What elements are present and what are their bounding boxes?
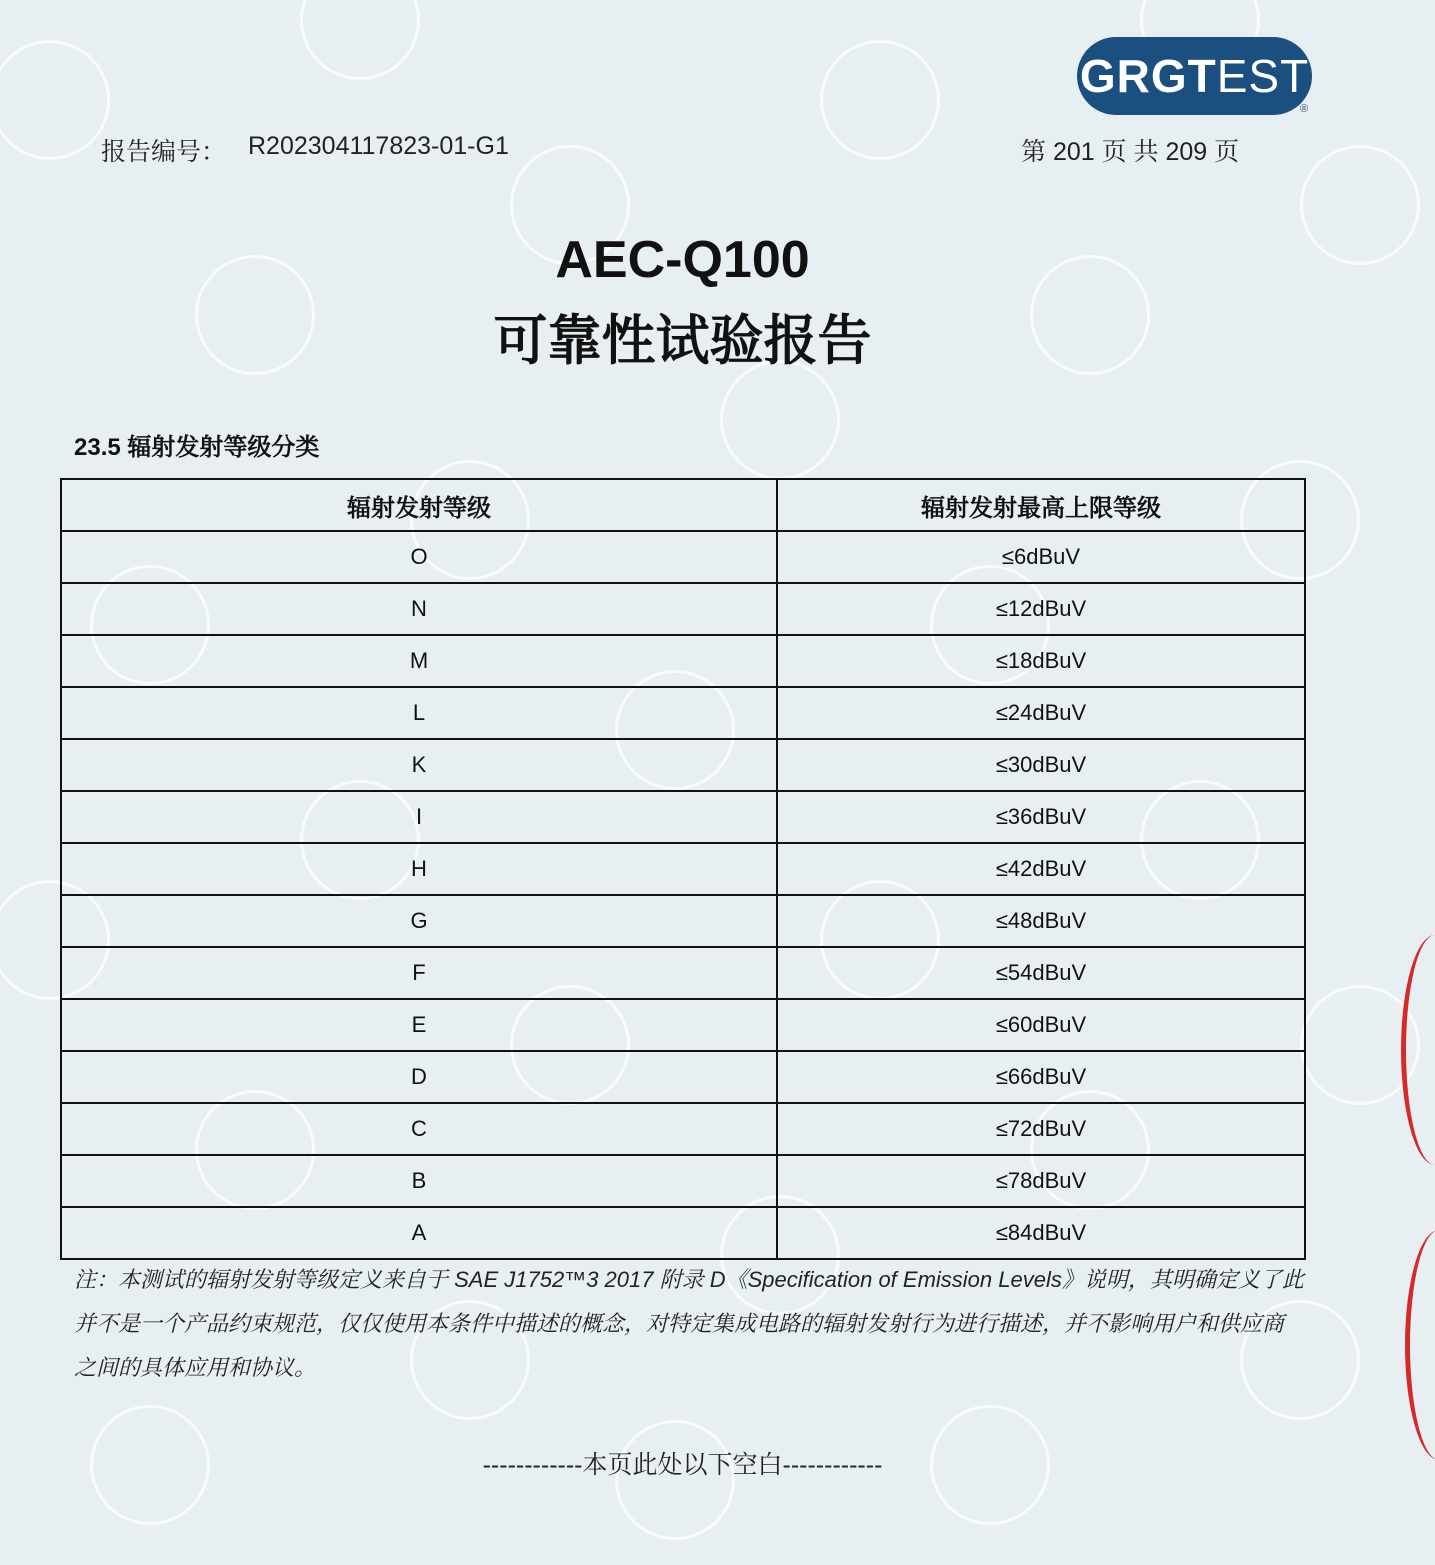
level-cell: L [61,687,777,739]
table-row [61,843,1305,895]
level-cell: G [61,895,777,947]
limit-cell: ≤54dBuV [777,947,1305,999]
registered-mark: ® [1300,103,1309,115]
limit-cell: ≤84dBuV [777,1207,1305,1259]
table-row [61,1155,1305,1207]
level-cell: I [61,791,777,843]
table-row [61,687,1305,739]
header-level: 辐射发射等级 [61,479,777,531]
table-row [61,739,1305,791]
limit-cell: ≤30dBuV [777,739,1305,791]
table-row [61,999,1305,1051]
table-row [61,635,1305,687]
watermark [275,0,445,105]
emission-level-table [60,478,1306,1260]
level-cell: D [61,1051,777,1103]
limit-cell: ≤48dBuV [777,895,1305,947]
table-row [61,1103,1305,1155]
level-cell: M [61,635,777,687]
report-number: R202304117823-01-G1 [248,132,509,160]
level-cell: B [61,1155,777,1207]
limit-cell: ≤18dBuV [777,635,1305,687]
limit-cell: ≤6dBuV [777,531,1305,583]
level-cell: N [61,583,777,635]
logo-text-bold: GRGT [1079,50,1217,102]
level-cell: C [61,1103,777,1155]
table-note: 注：本测试的辐射发射等级定义来自于 SAE J1752™3 2017 附录 D《Specification of Emission Levels》说明，其明确定义了此并不是一个产品约束规范，仅仅使用本条件中描述的概念，对特定集成电路的辐射发射行为进行描述，并不影响用户和供应商之间的具体应用和协议。 [74,1267,1304,1380]
report-number-label: 报告编号： [101,138,227,166]
header-limit: 辐射发射最高上限等级 [777,479,1305,531]
table-row [61,947,1305,999]
table-row [61,1207,1305,1259]
page-info: 第 201 页 共 209 页 [1021,138,1240,166]
table-row [61,583,1305,635]
grgtest-logo [1077,37,1312,115]
logo-text-light: EST [1216,50,1310,102]
limit-cell: ≤42dBuV [777,843,1305,895]
title-line-1: AEC-Q100 [555,231,810,289]
level-cell: H [61,843,777,895]
level-cell: A [61,1207,777,1259]
table-row [61,895,1305,947]
title-line-2: 可靠性试验报告 [493,308,872,372]
blank-page-marker: ------------本页此处以下空白------------ [482,1451,883,1479]
level-cell: E [61,999,777,1051]
limit-cell: ≤78dBuV [777,1155,1305,1207]
table-row [61,791,1305,843]
limit-cell: ≤72dBuV [777,1103,1305,1155]
level-cell: O [61,531,777,583]
section-heading: 23.5 辐射发射等级分类 [74,434,320,461]
table-row [61,1051,1305,1103]
watermark [795,15,965,185]
level-cell: F [61,947,777,999]
limit-cell: ≤24dBuV [777,687,1305,739]
level-cell: K [61,739,777,791]
table-row [61,531,1305,583]
limit-cell: ≤12dBuV [777,583,1305,635]
red-stamp [1401,935,1435,1165]
table-header-row [61,479,1305,531]
red-stamp [1405,1230,1435,1460]
limit-cell: ≤60dBuV [777,999,1305,1051]
limit-cell: ≤36dBuV [777,791,1305,843]
limit-cell: ≤66dBuV [777,1051,1305,1103]
